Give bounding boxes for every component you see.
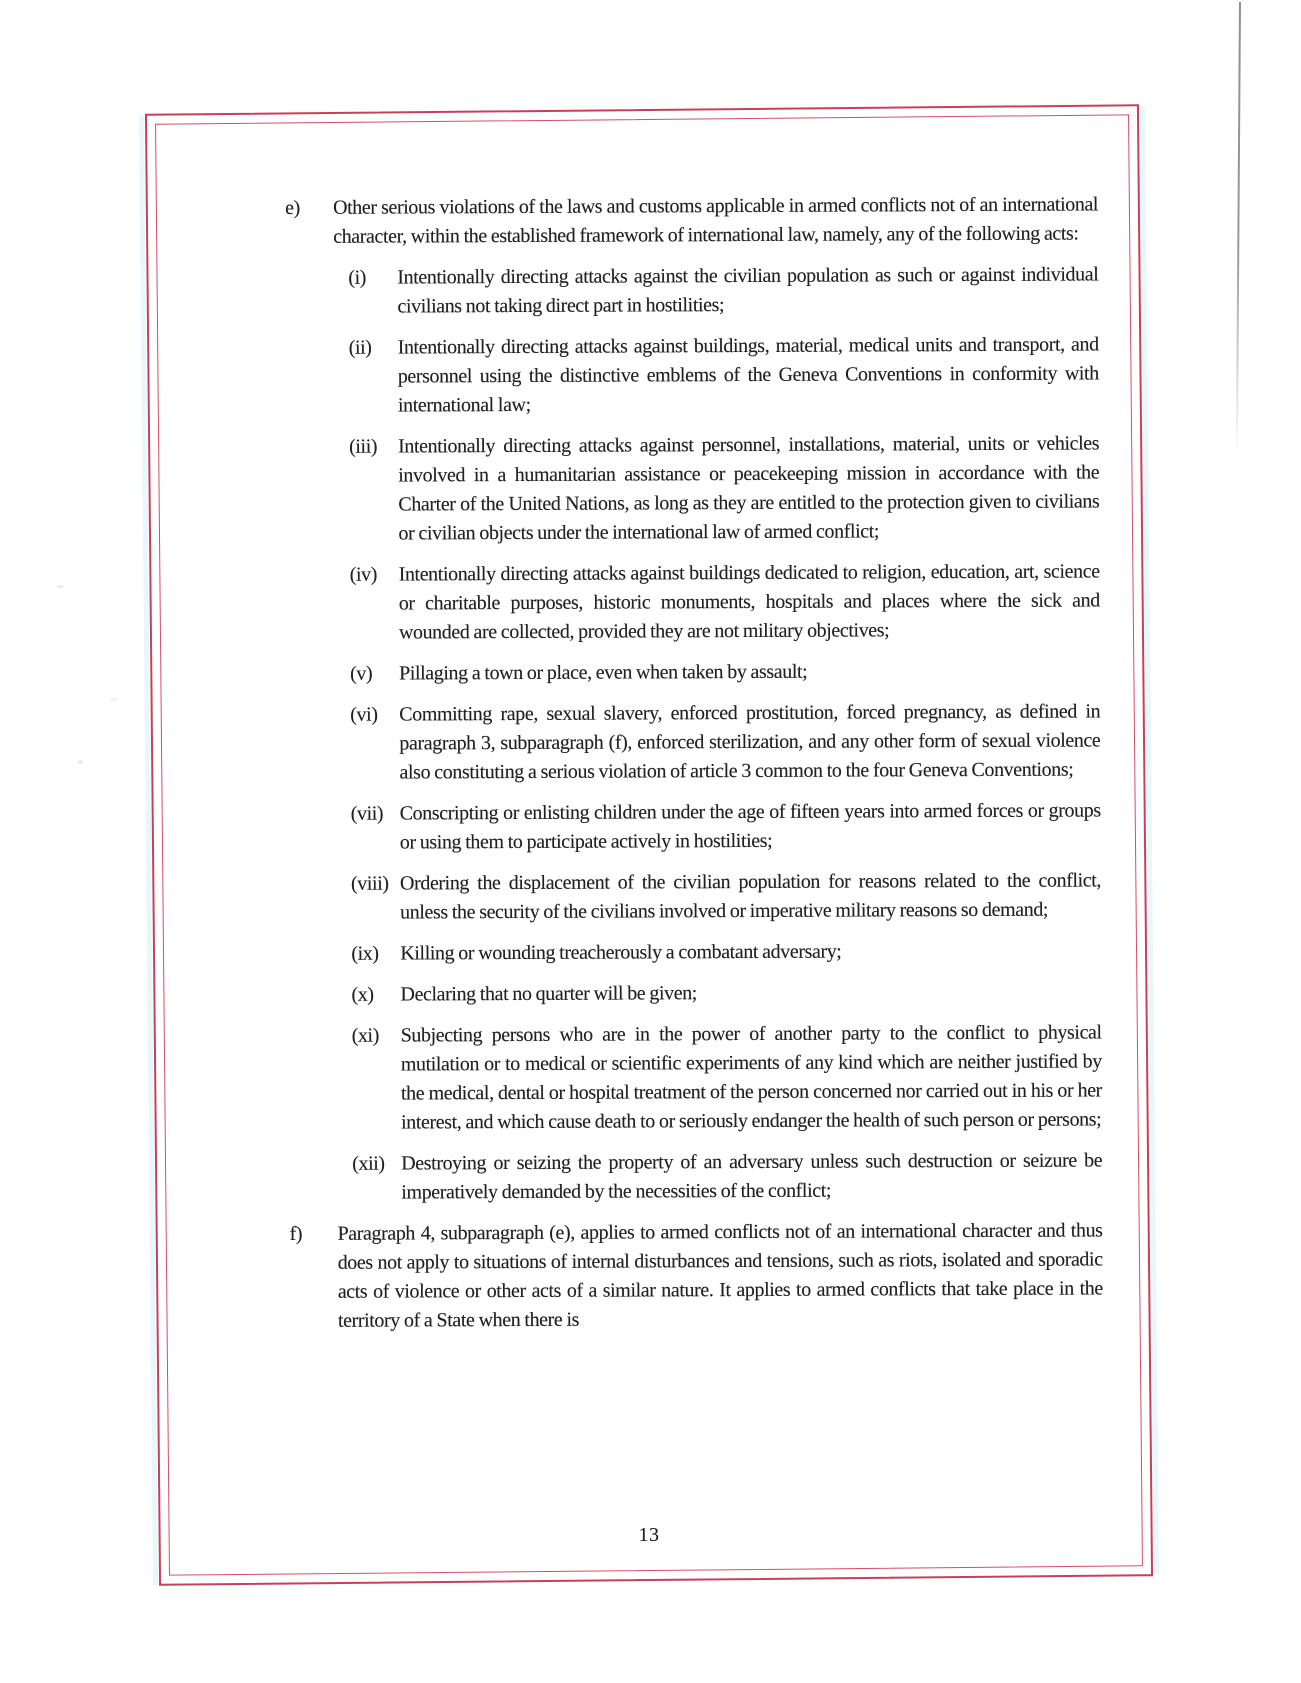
list-item-v [350, 656, 1100, 688]
list-item-iv [350, 557, 1100, 647]
item-text: Ordering the displacement of the civilian population for reasons related to the conflict, unless the security of the civilians involved or imperative military reasons so demand; [399, 869, 1102, 924]
list-item-e [285, 190, 1098, 252]
item-label: (xi) [351, 1024, 380, 1047]
item-text: Intentionally directing attacks against buildings dedicated to religion, education, art, science or charitable purposes, historic monuments, hospitals and places where the sick and wounded are collected, provided they are not military objectives; [398, 560, 1100, 644]
scan-color-fringe [139, 116, 158, 1584]
item-label: (viii) [350, 872, 389, 895]
list-item-vi [350, 697, 1100, 787]
item-label: (ii) [348, 336, 372, 359]
item-label: (vi) [350, 703, 378, 726]
item-label: (iii) [349, 435, 378, 458]
item-label: e) [285, 196, 300, 219]
scan-smudge [110, 698, 118, 701]
list-item-iii [349, 429, 1099, 548]
item-text: Destroying or seizing the property of an adversary unless such destruction or seizure be imperatively demanded by the necessities of the conflict; [401, 1149, 1103, 1204]
item-text: Declaring that no quarter will be given; [400, 982, 697, 1006]
item-text: Intentionally directing attacks against the civilian population as such or against individual civilians not taking direct part in hostilities; [397, 263, 1099, 318]
item-label: (v) [350, 662, 373, 685]
item-text: Other serious violations of the laws and customs applicable in armed conflicts not of an international character, within the established framework of international law, namely, any of the following acts: [333, 193, 1099, 248]
item-text: Intentionally directing attacks against buildings, material, medical units and transport, and personnel using the distinctive emblems of the Geneva Conventions in conformity with international law; [397, 333, 1099, 417]
list-item-xii [352, 1146, 1102, 1207]
item-label: (ix) [351, 942, 379, 965]
item-label: (iv) [349, 563, 377, 586]
item-label: (i) [348, 266, 367, 289]
item-text: Killing or wounding treacherously a combatant adversary; [400, 940, 842, 965]
item-label: f) [289, 1222, 303, 1245]
scan-smudge [57, 585, 64, 588]
list-item-ix [351, 936, 1101, 968]
list-item-i [348, 260, 1098, 321]
item-text: Paragraph 4, subparagraph (e), applies to armed conflicts not of an international character and thus does not apply to situations of internal disturbances and tensions, such as riots, isolated and sporadic acts of violence or other acts of a similar nature. It applies to armed conflicts that take place in the territory of a State when there is [337, 1219, 1103, 1332]
item-text: Pillaging a town or place, even when taken by assault; [399, 660, 808, 685]
item-text: Intentionally directing attacks against personnel, installations, material, units or vehicles involved in a humanitarian assistance or peacekeeping mission in accordance with the Charter of the United Nations, as long as they are entitled to the protection given to civilians or civilian objects under the international law of armed conflict; [398, 432, 1100, 545]
item-text: Conscripting or enlisting children under the age of fifteen years into armed forces or groups or using them to participate actively in hostilities; [399, 799, 1101, 854]
item-text: Subjecting persons who are in the power of another party to the conflict to physical mutilation or to medical or scientific experiments of any kind which are neither justified by the medical, dental or hospital treatment of the person concerned nor carried out in his or her interest, and which cause death to or seriously endanger the health of such person or persons; [400, 1021, 1102, 1134]
scan-smudge [78, 760, 83, 764]
item-text: Committing rape, sexual slavery, enforced prostitution, forced pregnancy, as defined in paragraph 3, subparagraph (f), enforced sterilization, and any other form of sexual violence also constituting a serious violation of article 3 common to the four Geneva Conventions; [399, 700, 1101, 784]
item-label: (x) [351, 983, 374, 1006]
list-item-viii [351, 866, 1101, 927]
list-item-xi [352, 1018, 1102, 1137]
item-label: (vii) [350, 802, 384, 825]
scan-color-fringe [1140, 106, 1159, 1574]
list-item-x [351, 977, 1101, 1009]
item-label: (xii) [352, 1152, 385, 1175]
document-body [285, 190, 1103, 1348]
page-number: 13 [638, 1524, 660, 1546]
list-item-f [289, 1216, 1102, 1336]
scan-line-artifact [1236, 2, 1241, 454]
list-item-ii [349, 330, 1099, 420]
list-item-vii [351, 796, 1101, 857]
